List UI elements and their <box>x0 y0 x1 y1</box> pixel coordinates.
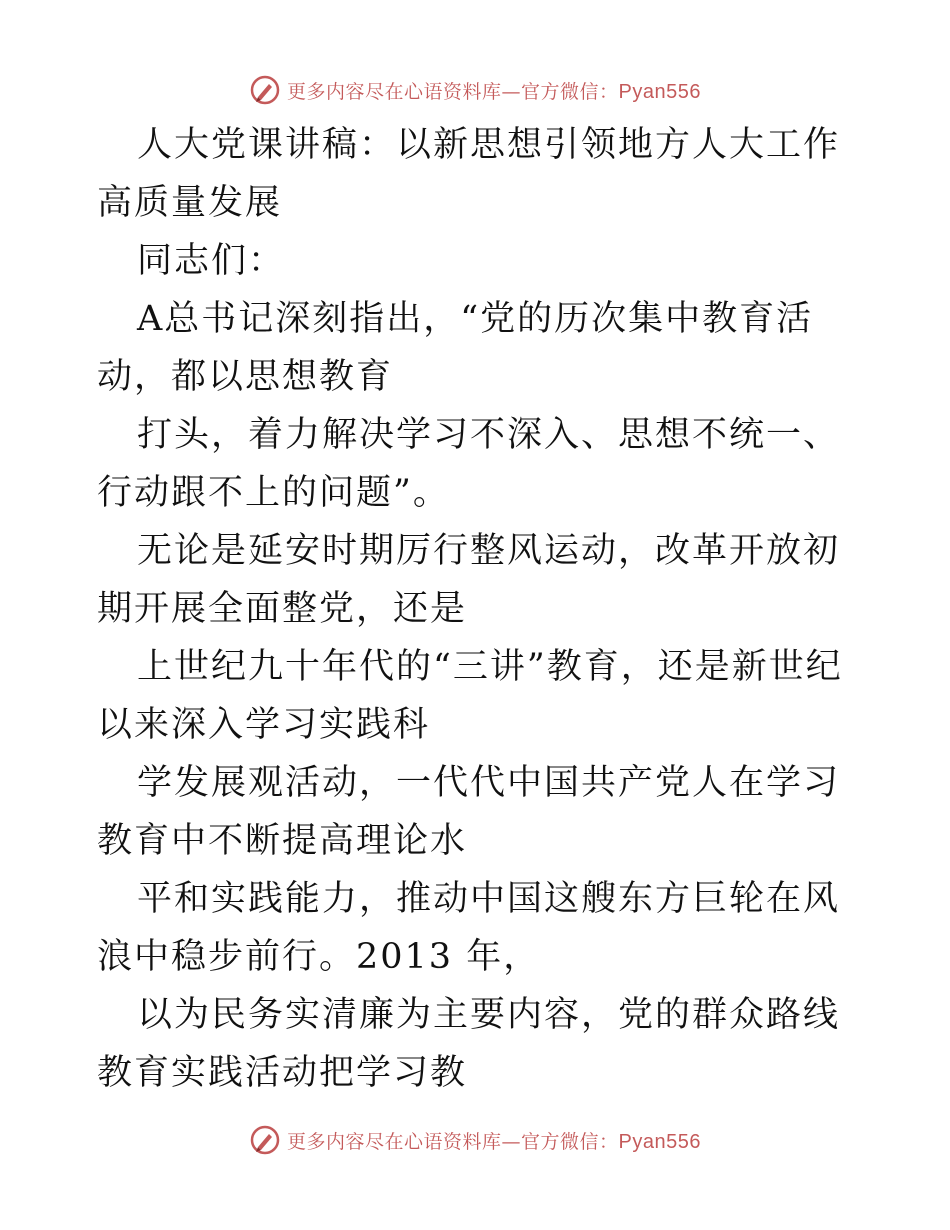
paragraph-5: 学发展观活动，一代代中国共产党人在学习教育中不断提高理论水 <box>97 763 841 861</box>
document-body <box>97 116 853 1102</box>
banner-wechat-label: 官方微信： <box>521 80 619 103</box>
header-banner <box>0 70 950 110</box>
footer-banner <box>0 1120 950 1160</box>
banner-dash: — <box>501 1130 522 1153</box>
banner-wechat-id: Pyan556 <box>618 80 701 103</box>
paragraph-3: 无论是延安时期厉行整风运动，改革开放初期开展全面整党，还是 <box>97 531 841 629</box>
footer-banner-text <box>287 1127 701 1154</box>
paragraph-7: 以为民务实清廉为主要内容，党的群众路线教育实践活动把学习教 <box>97 995 841 1093</box>
banner-site-text: 更多内容尽在心语资料库 <box>287 1130 502 1153</box>
banner-wechat-id: Pyan556 <box>618 1130 701 1153</box>
paragraph-2: 打头，着力解决学习不深入、思想不统一、行动跟不上的问题”。 <box>97 415 841 513</box>
document-greeting: 同志们： <box>137 241 286 281</box>
paragraph-4: 上世纪九十年代的“三讲”教育，还是新世纪以来深入学习实践科 <box>97 647 843 745</box>
document-title: 人大党课讲稿：以新思想引领地方人大工作高质量发展 <box>97 125 841 223</box>
paragraph-6: 平和实践能力，推动中国这艘东方巨轮在风浪中稳步前行。2013 年， <box>97 879 841 977</box>
banner-site-text: 更多内容尽在心语资料库 <box>287 80 502 103</box>
header-banner-text <box>287 77 701 104</box>
pen-circle-logo-icon <box>249 1124 281 1156</box>
pen-circle-logo-icon <box>249 74 281 106</box>
paragraph-1: A总书记深刻指出，“党的历次集中教育活动，都以思想教育 <box>97 299 814 397</box>
banner-dash: — <box>501 80 522 103</box>
banner-wechat-label: 官方微信： <box>521 1130 619 1153</box>
